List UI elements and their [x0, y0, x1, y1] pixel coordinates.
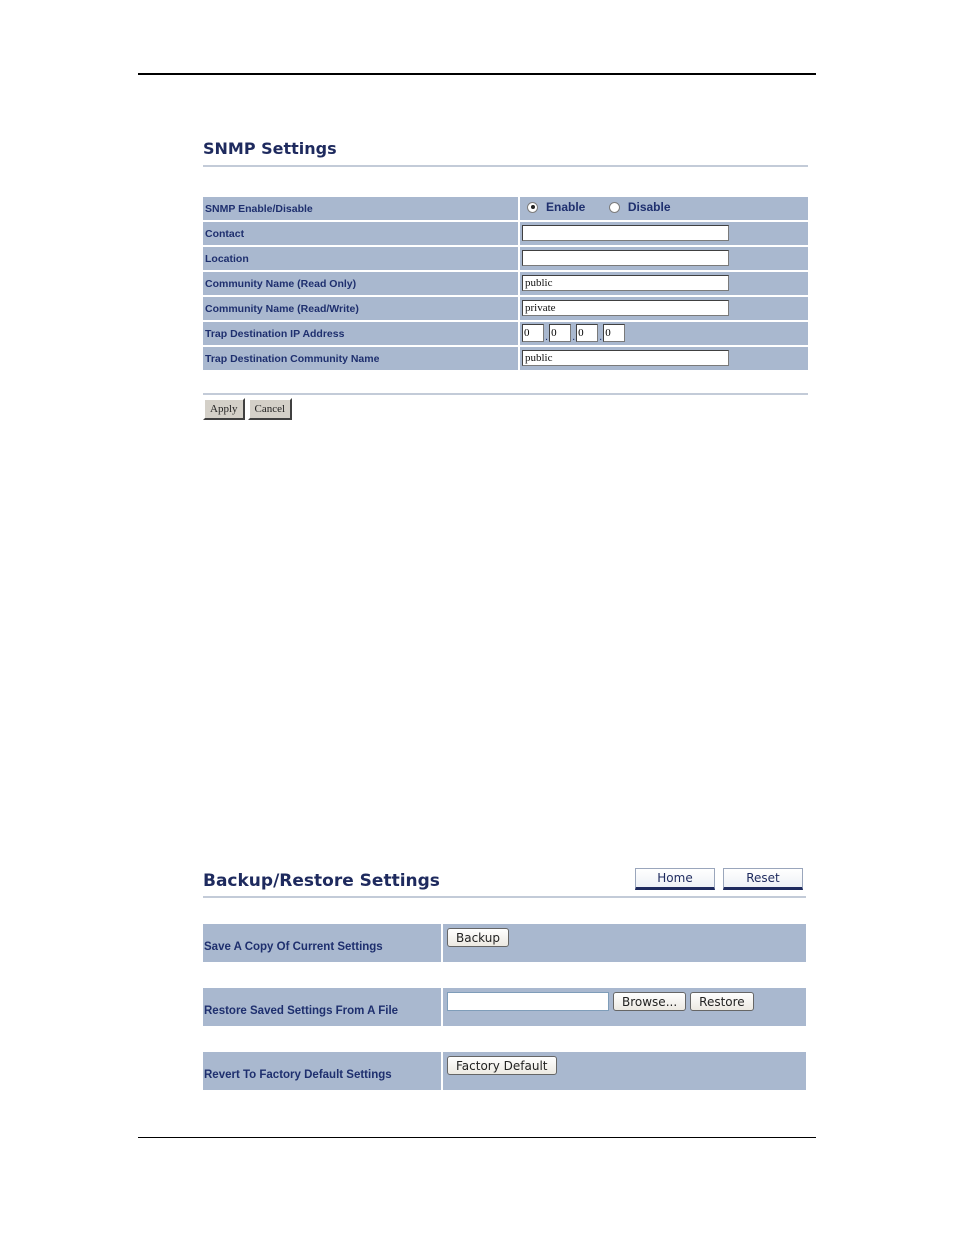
trap-ip-octet-4[interactable] — [603, 324, 625, 342]
restore-button[interactable]: Restore — [690, 992, 754, 1011]
backup-title: Backup/Restore Settings — [203, 871, 440, 891]
community-ro-input[interactable] — [522, 275, 729, 291]
save-settings-row — [203, 924, 806, 962]
page-top-rule — [138, 73, 816, 75]
snmp-enable-row — [203, 197, 808, 220]
disable-radio-label: Disable — [627, 200, 671, 214]
snmp-settings-panel — [203, 138, 808, 420]
backup-button[interactable]: Backup — [447, 928, 509, 947]
restore-settings-row — [203, 988, 806, 1026]
snmp-button-row — [203, 398, 808, 420]
snmp-enable-option[interactable] — [522, 200, 585, 214]
contact-row — [203, 222, 808, 245]
location-label: Location — [203, 247, 520, 270]
trap-ip-label: Trap Destination IP Address — [203, 322, 520, 345]
community-ro-row — [203, 272, 808, 295]
snmp-bottom-divider — [203, 393, 808, 395]
restore-settings-label: Restore Saved Settings From A File — [203, 988, 443, 1026]
trap-ip-octet-2[interactable] — [549, 324, 571, 342]
trap-ip-octet-1[interactable] — [522, 324, 544, 342]
page-bottom-rule — [138, 1137, 816, 1138]
backup-nav — [635, 868, 803, 890]
factory-default-label: Revert To Factory Default Settings — [203, 1052, 443, 1090]
snmp-title-divider — [203, 165, 808, 167]
trap-ip-row — [203, 322, 808, 345]
restore-file-input[interactable] — [447, 992, 609, 1011]
backup-title-divider — [203, 896, 806, 898]
community-rw-input[interactable] — [522, 300, 729, 316]
disable-radio[interactable] — [609, 202, 620, 213]
ip-separator: . — [572, 330, 576, 343]
snmp-enable-label: SNMP Enable/Disable — [203, 197, 520, 220]
trap-community-row — [203, 347, 808, 370]
contact-input[interactable] — [522, 225, 729, 241]
snmp-settings-table — [203, 195, 808, 372]
location-row — [203, 247, 808, 270]
enable-radio-label: Enable — [546, 200, 586, 214]
trap-community-input[interactable] — [522, 350, 729, 366]
cancel-button[interactable]: Cancel — [248, 398, 293, 420]
trap-community-label: Trap Destination Community Name — [203, 347, 520, 370]
reset-button[interactable]: Reset — [723, 868, 803, 890]
browse-button[interactable]: Browse... — [613, 992, 686, 1011]
factory-default-button[interactable]: Factory Default — [447, 1056, 557, 1075]
backup-restore-panel — [203, 866, 806, 1090]
ip-separator: . — [599, 330, 603, 343]
location-input[interactable] — [522, 250, 729, 266]
community-rw-row — [203, 297, 808, 320]
trap-ip-octet-3[interactable] — [576, 324, 598, 342]
enable-radio[interactable] — [527, 202, 538, 213]
community-ro-label: Community Name (Read Only) — [203, 272, 520, 295]
apply-button[interactable]: Apply — [203, 398, 245, 420]
contact-label: Contact — [203, 222, 520, 245]
snmp-title: SNMP Settings — [203, 139, 337, 158]
save-settings-label: Save A Copy Of Current Settings — [203, 924, 443, 962]
community-rw-label: Community Name (Read/Write) — [203, 297, 520, 320]
snmp-disable-option[interactable] — [604, 200, 671, 214]
factory-default-row — [203, 1052, 806, 1090]
home-button[interactable]: Home — [635, 868, 715, 890]
ip-separator: . — [545, 330, 549, 343]
